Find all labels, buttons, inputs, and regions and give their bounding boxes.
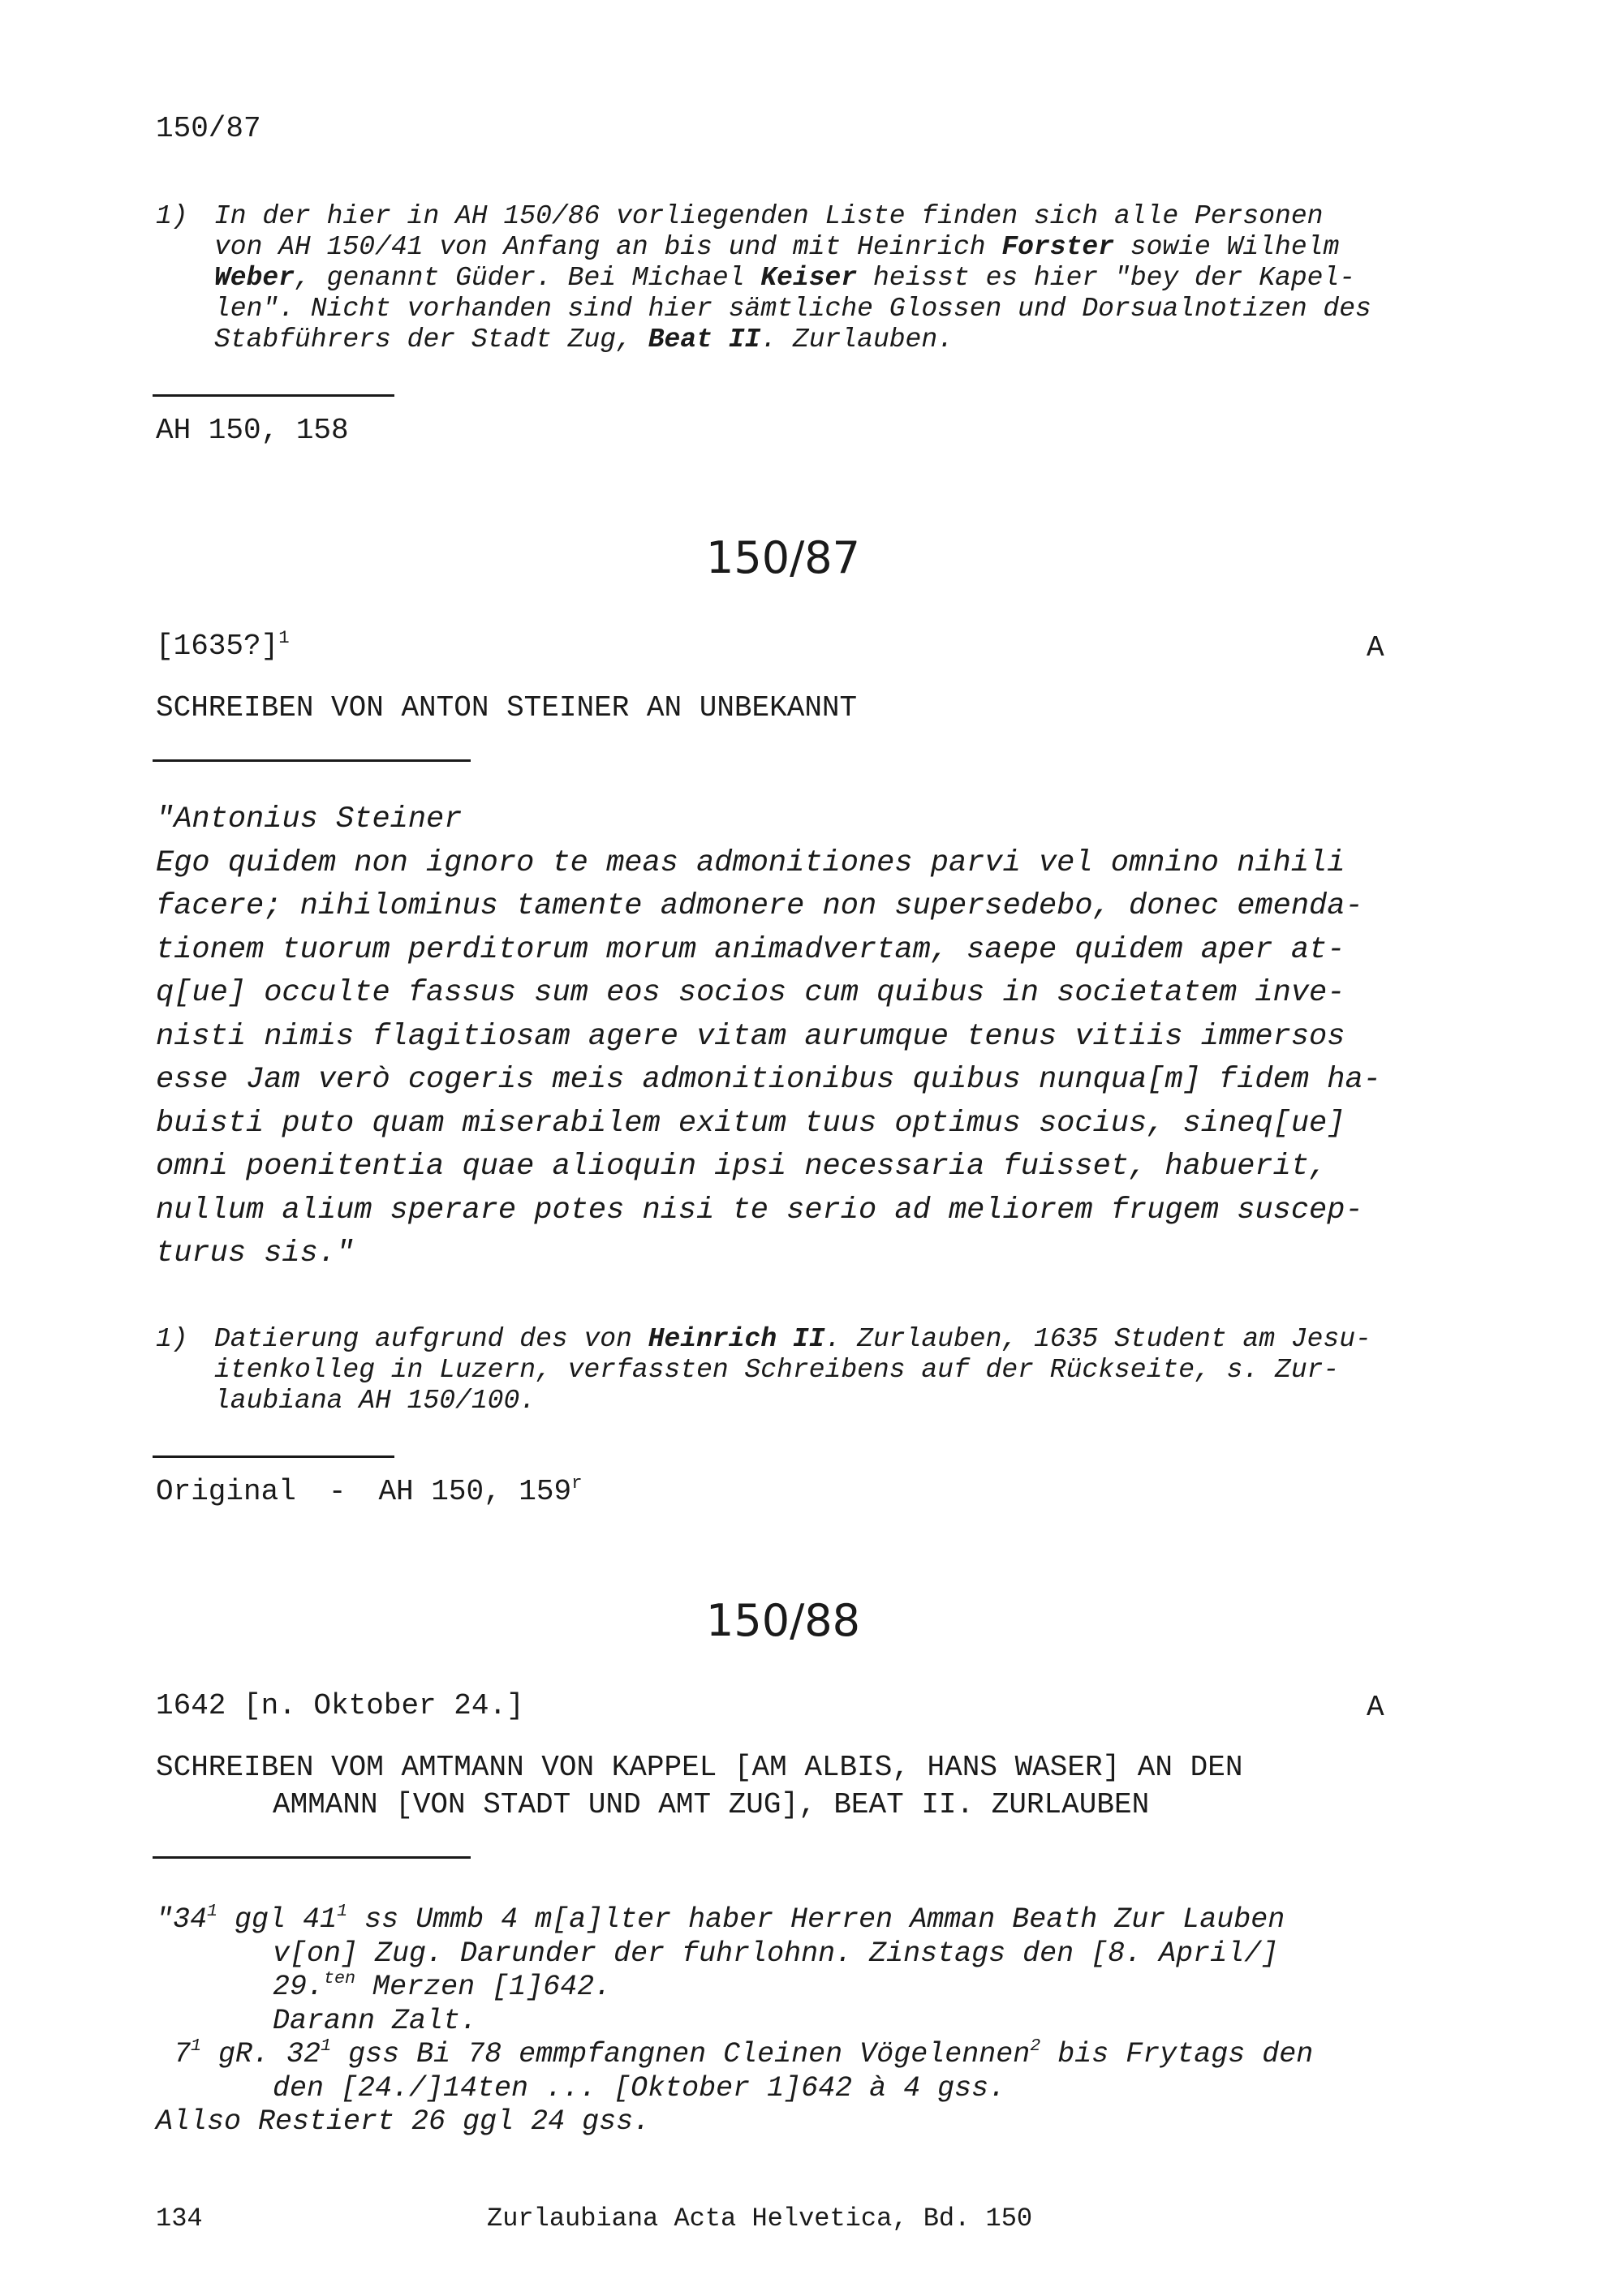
divider-short (153, 1455, 394, 1458)
person-name: Weber (214, 263, 295, 293)
footnote-line: Weber, genannt Güder. Bei Michael Keiser heisst es hier "bey der Kapel- (214, 263, 1356, 293)
document-number: 150/88 (706, 1595, 860, 1646)
text-line: 29.$^{ten}$ Merzen [1]642. (273, 1968, 612, 2003)
divider (153, 1856, 471, 1859)
text-line: v[on] Zug. Darunder der fuhrlohnn. Zinstags den [8. April/] (273, 1937, 1279, 1970)
document-title-line: AMMANN [VON STADT UND AMT ZUG], BEAT II. ZURLAUBEN (273, 1788, 1150, 1821)
text-line: esse Jam verò cogeris meis admonitionibus quibus nunqua[m] fidem ha- (156, 1063, 1381, 1097)
footnote-marker: 1) (156, 1324, 188, 1354)
source-reference: AH 150, 158 (156, 414, 349, 447)
page-number: 134 (156, 2204, 203, 2234)
running-header: 150/87 (156, 112, 261, 145)
document-type: A (1367, 1691, 1384, 1724)
person-name: Forster (1001, 232, 1114, 262)
text-line: den [24./]14ten ... [Oktober 1]642 à 4 gss. (273, 2071, 1006, 2105)
footnote-line: itenkolleg in Luzern, verfassten Schreibens auf der Rückseite, s. Zur- (214, 1355, 1340, 1385)
footnote-ref: 1 (278, 626, 290, 648)
footnote-body (214, 201, 1371, 355)
document-type: A (1367, 631, 1384, 664)
footnote-line: Datierung aufgrund des von Heinrich II. Zurlauben, 1635 Student am Jesu- (214, 1324, 1371, 1354)
publication-title: Zurlaubiana Acta Helvetica, Bd. 150 (487, 2204, 1033, 2234)
text-line: nisti nimis flagitiosam agere vitam aurumque tenus vitiis immersos (156, 1019, 1345, 1054)
document-text (156, 798, 1381, 1276)
footnote-marker: 1) (156, 201, 188, 231)
text-line: Darann Zalt. (273, 2004, 478, 2037)
text-line: "$34^1$ ggl $41^1$ ss Ummb 4 m[a]lter haber Herren Amman Beath Zur Lauben (156, 1901, 1285, 1936)
text-line: omni poenitentia quae alioquin ipsi necessaria fuisset, habuerit, (156, 1150, 1328, 1184)
footnote-top (156, 201, 1422, 363)
footnote-87 (156, 1324, 1422, 1421)
document-date: 1642 [n. Oktober 24.] (156, 1689, 524, 1722)
person-name: Beat II (648, 325, 761, 355)
text-line: tionem tuorum perditorum morum animadvertam, saepe quidem aper at- (156, 932, 1345, 967)
text-line: turus sis." (156, 1236, 355, 1271)
document-number: 150/87 (706, 532, 860, 583)
text-line: "Antonius Steiner (156, 802, 463, 836)
text-line: facere; nihilominus tamente admonere non supersedebo, donec emenda- (156, 889, 1363, 923)
text-line: Ego quidem non ignoro te meas admonitiones parvi vel omnino nihili (156, 845, 1345, 880)
document-title: SCHREIBEN VON ANTON STEINER AN UNBEKANNT (156, 691, 858, 724)
person-name: Heinrich II (648, 1324, 825, 1354)
source-reference: Original - AH 150, 159$^r$ (156, 1472, 583, 1508)
footnote-line: laubiana AH 150/100. (214, 1386, 536, 1416)
text-line: $7^1$ gR. $32^1$ gss Bi 78 emmpfangnen Cleinen Vögelennen$^2$ bis Frytags den (174, 2036, 1314, 2070)
divider-short (153, 394, 394, 397)
text-line: nullum alium sperare potes nisi te serio ad meliorem frugem suscep- (156, 1193, 1363, 1228)
text-line: Allso Restiert 26 ggl 24 gss. (156, 2105, 651, 2138)
document-date: [1635?]$^1$ (156, 626, 290, 663)
person-name: Keiser (760, 263, 858, 293)
divider (153, 759, 471, 762)
footnote-line: In der hier in AH 150/86 vorliegenden Liste finden sich alle Personen (214, 201, 1324, 231)
text-line: buisti puto quam miserabilem exitum tuus optimus socius, sineq[ue] (156, 1106, 1345, 1141)
footnote-line: von AH 150/41 von Anfang an bis und mit Heinrich Forster sowie Wilhelm (214, 232, 1340, 262)
document-title-line: SCHREIBEN VOM AMTMANN VON KAPPEL [AM ALBIS, HANS WASER] AN DEN (156, 1751, 1243, 1784)
footnote-line: len". Nicht vorhanden sind hier sämtliche Glossen und Dorsualnotizen des (214, 294, 1371, 324)
footnote-line: Stabführers der Stadt Zug, Beat II. Zurlauben. (214, 325, 954, 355)
text-line: q[ue] occulte fassus sum eos socios cum quibus in societatem inve- (156, 976, 1345, 1010)
account-text (156, 1903, 1313, 2139)
